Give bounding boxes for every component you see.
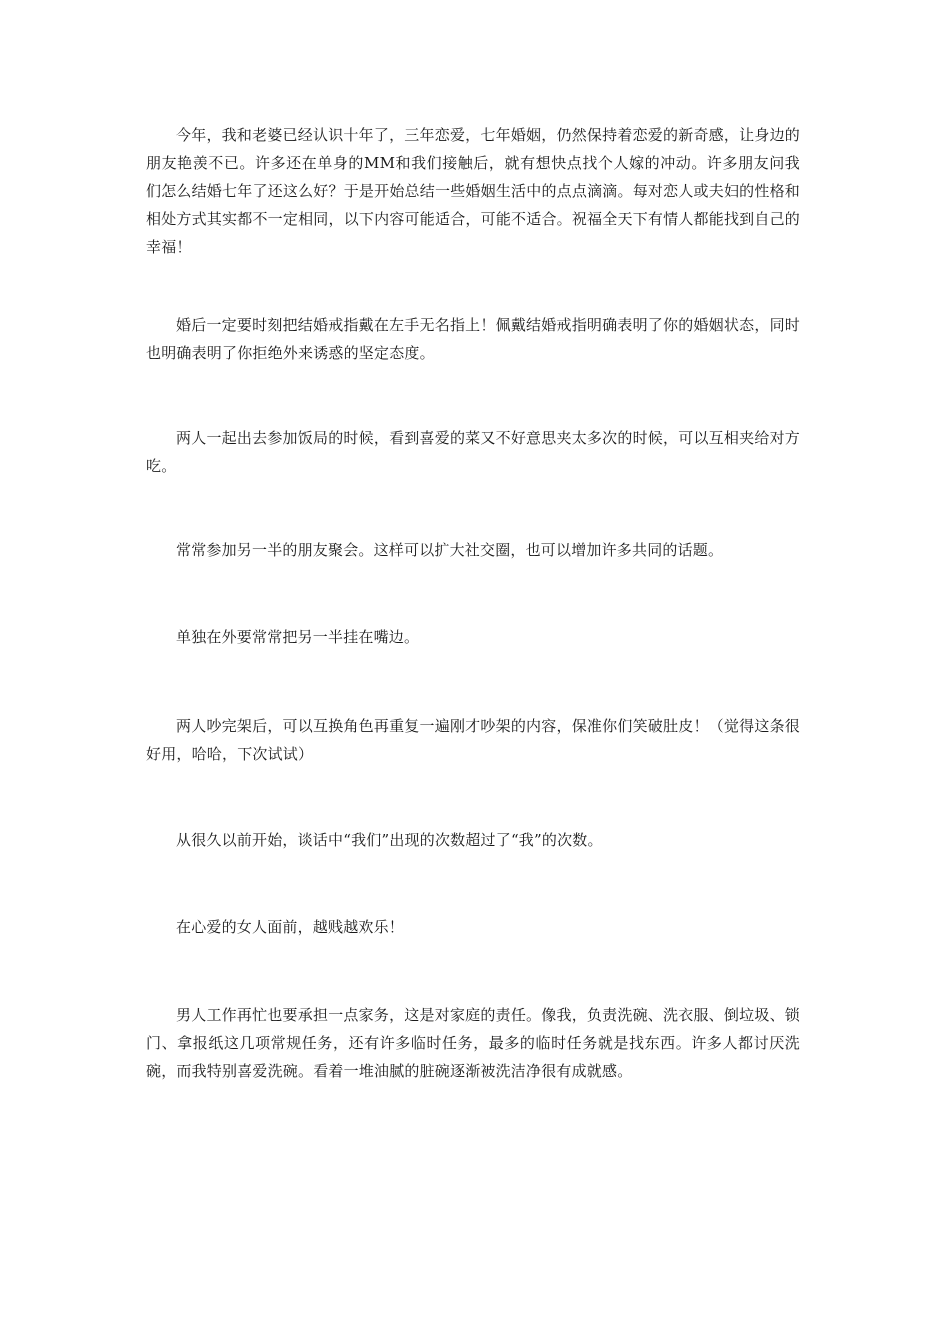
- paragraph-friends: 常常参加另一半的朋友聚会。这样可以扩大社交圈，也可以增加许多共同的话题。: [176, 541, 724, 559]
- paragraph-we: 从很久以前开始，谈话中“我们”出现的次数超过了“我”的次数。: [176, 831, 603, 849]
- paragraph-dinner: 两人一起出去参加饭局的时候，看到喜爱的菜又不好意思夹太多次的时候，可以互相夹给对方吃。: [146, 429, 800, 475]
- paragraph-intro: 今年，我和老婆已经认识十年了，三年恋爱，七年婚姻，仍然保持着恋爱的新奇感，让身边的朋友艳羡不已。许多还在单身的MM和我们接触后，就有想快点找个人嫁的冲动。许多朋友问我们怎么结婚七年了还这么好？于是开始总结一些婚姻生活中的点点滴滴。每对恋人或夫妇的性格和相处方式其实都不一定相同，以下内容可能适合，可能不适合。祝福全天下有情人都能找到自己的幸福！: [146, 126, 800, 256]
- paragraph-argument: 两人吵完架后，可以互换角色再重复一遍刚才吵架的内容，保准你们笑破肚皮！（觉得这条很好用，哈哈，下次试试）: [146, 717, 800, 763]
- paragraph-mention: 单独在外要常常把另一半挂在嘴边。: [176, 628, 420, 646]
- paragraph-joy: 在心爱的女人面前，越贱越欢乐！: [176, 918, 405, 936]
- paragraph-ring: 婚后一定要时刻把结婚戒指戴在左手无名指上！佩戴结婚戒指明确表明了你的婚姻状态，同时也明确表明了你拒绝外来诱惑的坚定态度。: [146, 316, 800, 362]
- paragraph-housework: 男人工作再忙也要承担一点家务，这是对家庭的责任。像我，负责洗碗、洗衣服、倒垃圾、锁门、拿报纸这几项常规任务，还有许多临时任务，最多的临时任务就是找东西。许多人都讨厌洗碗，而我特别喜爱洗碗。看着一堆油腻的脏碗逐渐被洗洁净很有成就感。: [146, 1006, 800, 1080]
